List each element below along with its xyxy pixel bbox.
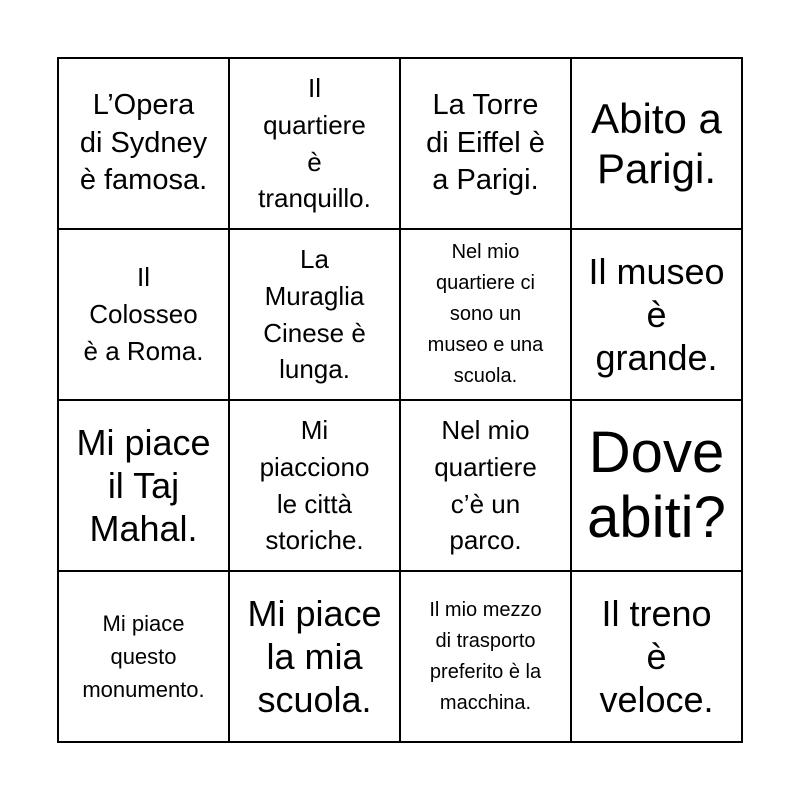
bingo-cell[interactable]: Dove abiti? <box>571 400 742 571</box>
bingo-cell[interactable]: Il Colosseo è a Roma. <box>58 229 229 400</box>
bingo-cell[interactable]: Il quartiere è tranquillo. <box>229 58 400 229</box>
bingo-cell[interactable]: Il museo è grande. <box>571 229 742 400</box>
bingo-cell[interactable]: Nel mio quartiere ci sono un museo e una scuola. <box>400 229 571 400</box>
bingo-board <box>57 57 743 743</box>
bingo-cell[interactable]: Il mio mezzo di trasporto preferito è la macchina. <box>400 571 571 742</box>
bingo-cell[interactable]: Mi piace la mia scuola. <box>229 571 400 742</box>
bingo-cell[interactable]: Nel mio quartiere c’è un parco. <box>400 400 571 571</box>
bingo-cell[interactable]: L’Opera di Sydney è famosa. <box>58 58 229 229</box>
bingo-cell[interactable]: Mi piacciono le città storiche. <box>229 400 400 571</box>
bingo-cell[interactable]: La Muraglia Cinese è lunga. <box>229 229 400 400</box>
bingo-cell[interactable]: Mi piace questo monumento. <box>58 571 229 742</box>
bingo-cell[interactable]: La Torre di Eiffel è a Parigi. <box>400 58 571 229</box>
bingo-cell[interactable]: Abito a Parigi. <box>571 58 742 229</box>
bingo-cell[interactable]: Mi piace il Taj Mahal. <box>58 400 229 571</box>
bingo-cell[interactable]: Il treno è veloce. <box>571 571 742 742</box>
